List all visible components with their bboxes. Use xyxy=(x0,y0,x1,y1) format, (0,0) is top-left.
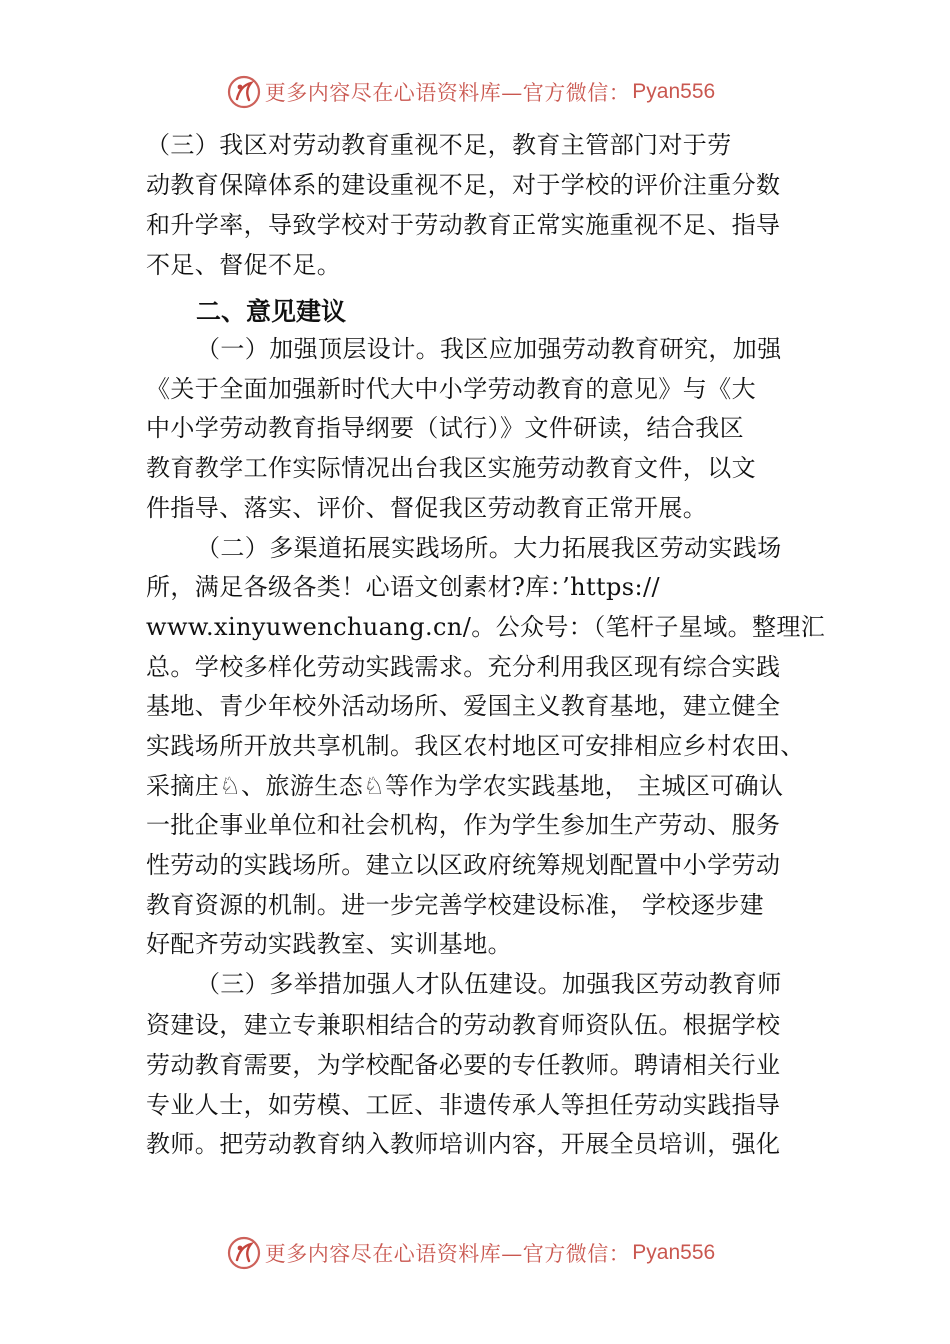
footer-watermark xyxy=(0,1233,950,1273)
watermark-text: 更多内容尽在心语资料库—官方微信： xyxy=(264,1242,631,1266)
text-line: 所，满足各级各类！心语文创素材?库：’https:// xyxy=(146,573,660,601)
watermark-text: 更多内容尽在心语资料库—官方微信： xyxy=(264,81,631,105)
watermark-wechat-id: Pyan556 xyxy=(632,1241,716,1264)
section-heading: 二、意见建议 xyxy=(196,297,347,326)
text-line: 性劳动的实践场所。建立以区政府统筹规划配置中小学劳动 xyxy=(146,851,781,879)
text-line: 专业人士，如劳模、工匠、非遗传承人等担任劳动实践指导 xyxy=(146,1091,781,1119)
text-line: 和升学率，导致学校对于劳动教育正常实施重视不足、指导 xyxy=(146,211,781,239)
text-line: 不足、督促不足。 xyxy=(146,251,342,279)
xinyu-logo-icon xyxy=(227,75,261,109)
text-line: 采摘庄♘、旅游生态♘等作为学农实践基地， 主城区可确认 xyxy=(146,772,784,800)
text-line: （二）多渠道拓展实践场所。大力拓展我区劳动实践场 xyxy=(196,534,782,562)
text-line: 动教育保障体系的建设重视不足，对于学校的评价注重分数 xyxy=(146,171,781,199)
text-line: （三）我区对劳动教育重视不足，教育主管部门对于劳 xyxy=(146,131,732,159)
text-line: 劳动教育需要，为学校配备必要的专任教师。聘请相关行业 xyxy=(146,1051,781,1079)
text-line: （三）多举措加强人才队伍建设。加强我区劳动教育师 xyxy=(196,970,782,998)
text-line: 中小学劳动教育指导纲要（试行）》文件研读，结合我区 xyxy=(146,414,744,442)
watermark-wechat-id: Pyan556 xyxy=(632,80,716,103)
text-line: （一）加强顶层设计。我区应加强劳动教育研究，加强 xyxy=(196,335,782,363)
text-line: www.xinyuwenchuang.cn/。公众号：（笔杆子星域。整理汇 xyxy=(146,613,826,641)
text-line: 教师。把劳动教育纳入教师培训内容，开展全员培训，强化 xyxy=(146,1130,781,1158)
text-line: 实践场所开放共享机制。我区农村地区可安排相应乡村农田、 xyxy=(146,732,805,760)
text-line: 资建设，建立专兼职相结合的劳动教育师资队伍。根据学校 xyxy=(146,1011,781,1039)
text-line: 教育资源的机制。进一步完善学校建设标准， 学校逐步建 xyxy=(146,891,765,919)
text-line: 教育教学工作实际情况出台我区实施劳动教育文件，以文 xyxy=(146,454,756,482)
text-line: 一批企事业单位和社会机构，作为学生参加生产劳动、服务 xyxy=(146,811,781,839)
text-line: 《关于全面加强新时代大中小学劳动教育的意见》与《大 xyxy=(146,375,756,403)
text-line: 好配齐劳动实践教室、实训基地。 xyxy=(146,930,512,958)
text-line: 基地、青少年校外活动场所、爱国主义教育基地，建立健全 xyxy=(146,692,781,720)
xinyu-logo-icon xyxy=(227,1236,261,1270)
text-line: 件指导、落实、评价、督促我区劳动教育正常开展。 xyxy=(146,494,708,522)
text-line: 总。学校多样化劳动实践需求。充分利用我区现有综合实践 xyxy=(146,653,781,681)
header-watermark xyxy=(0,72,950,112)
